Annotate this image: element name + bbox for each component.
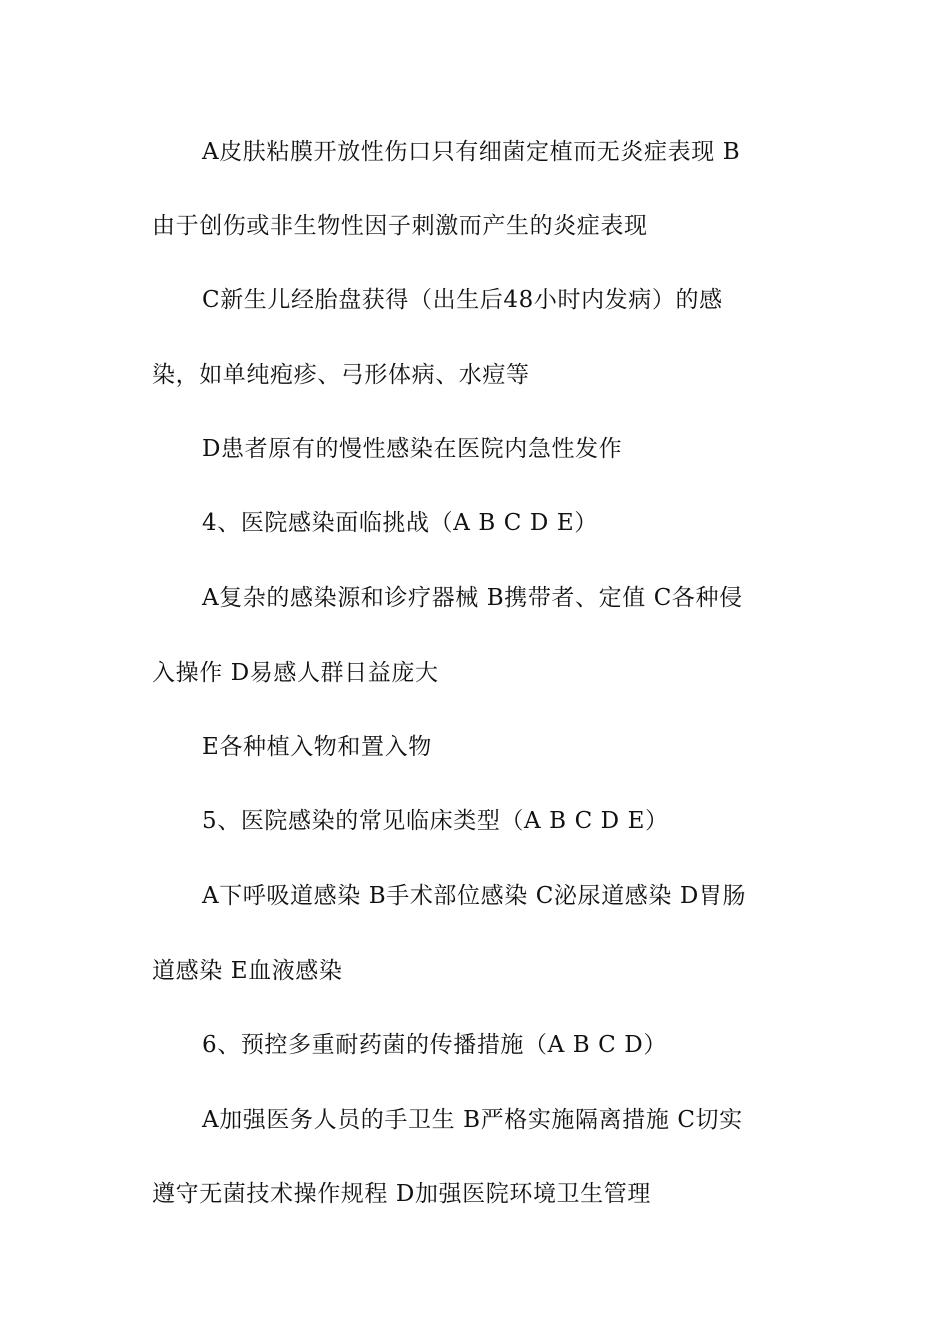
option-d-line: D患者原有的慢性感染在医院内急性发作 — [202, 436, 623, 462]
question-6-options-line-1: A加强医务人员的手卫生 B严格实施隔离措施 C切实 — [202, 1107, 743, 1133]
question-5-options-line-2: 道感染 E血液感染 — [152, 958, 343, 984]
question-5-heading: 5、医院感染的常见临床类型（A B C D E） — [202, 808, 669, 834]
question-4-heading: 4、医院感染面临挑战（A B C D E） — [202, 510, 598, 536]
question-6-heading: 6、预控多重耐药菌的传播措施（A B C D） — [202, 1032, 667, 1058]
question-4-options-line-2: 入操作 D易感人群日益庞大 — [152, 660, 439, 686]
question-6-options-line-2: 遵守无菌技术操作规程 D加强医院环境卫生管理 — [152, 1181, 651, 1207]
option-c-line-1: C新生儿经胎盘获得（出生后48小时内发病）的感 — [202, 287, 723, 313]
question-5-options-line-1: A下呼吸道感染 B手术部位感染 C泌尿道感染 D胃肠 — [202, 883, 747, 909]
question-4-options-line-1: A复杂的感染源和诊疗器械 B携带者、定值 C各种侵 — [202, 585, 743, 611]
option-a-line-2: 由于创伤或非生物性因子刺激而产生的炎症表现 — [152, 213, 648, 239]
option-c-line-2: 染，如单纯疱疹、弓形体病、水痘等 — [152, 362, 530, 388]
option-a-line-1: A皮肤粘膜开放性伤口只有细菌定植而无炎症表现 B — [202, 139, 741, 165]
question-4-option-e: E各种植入物和置入物 — [202, 734, 432, 760]
